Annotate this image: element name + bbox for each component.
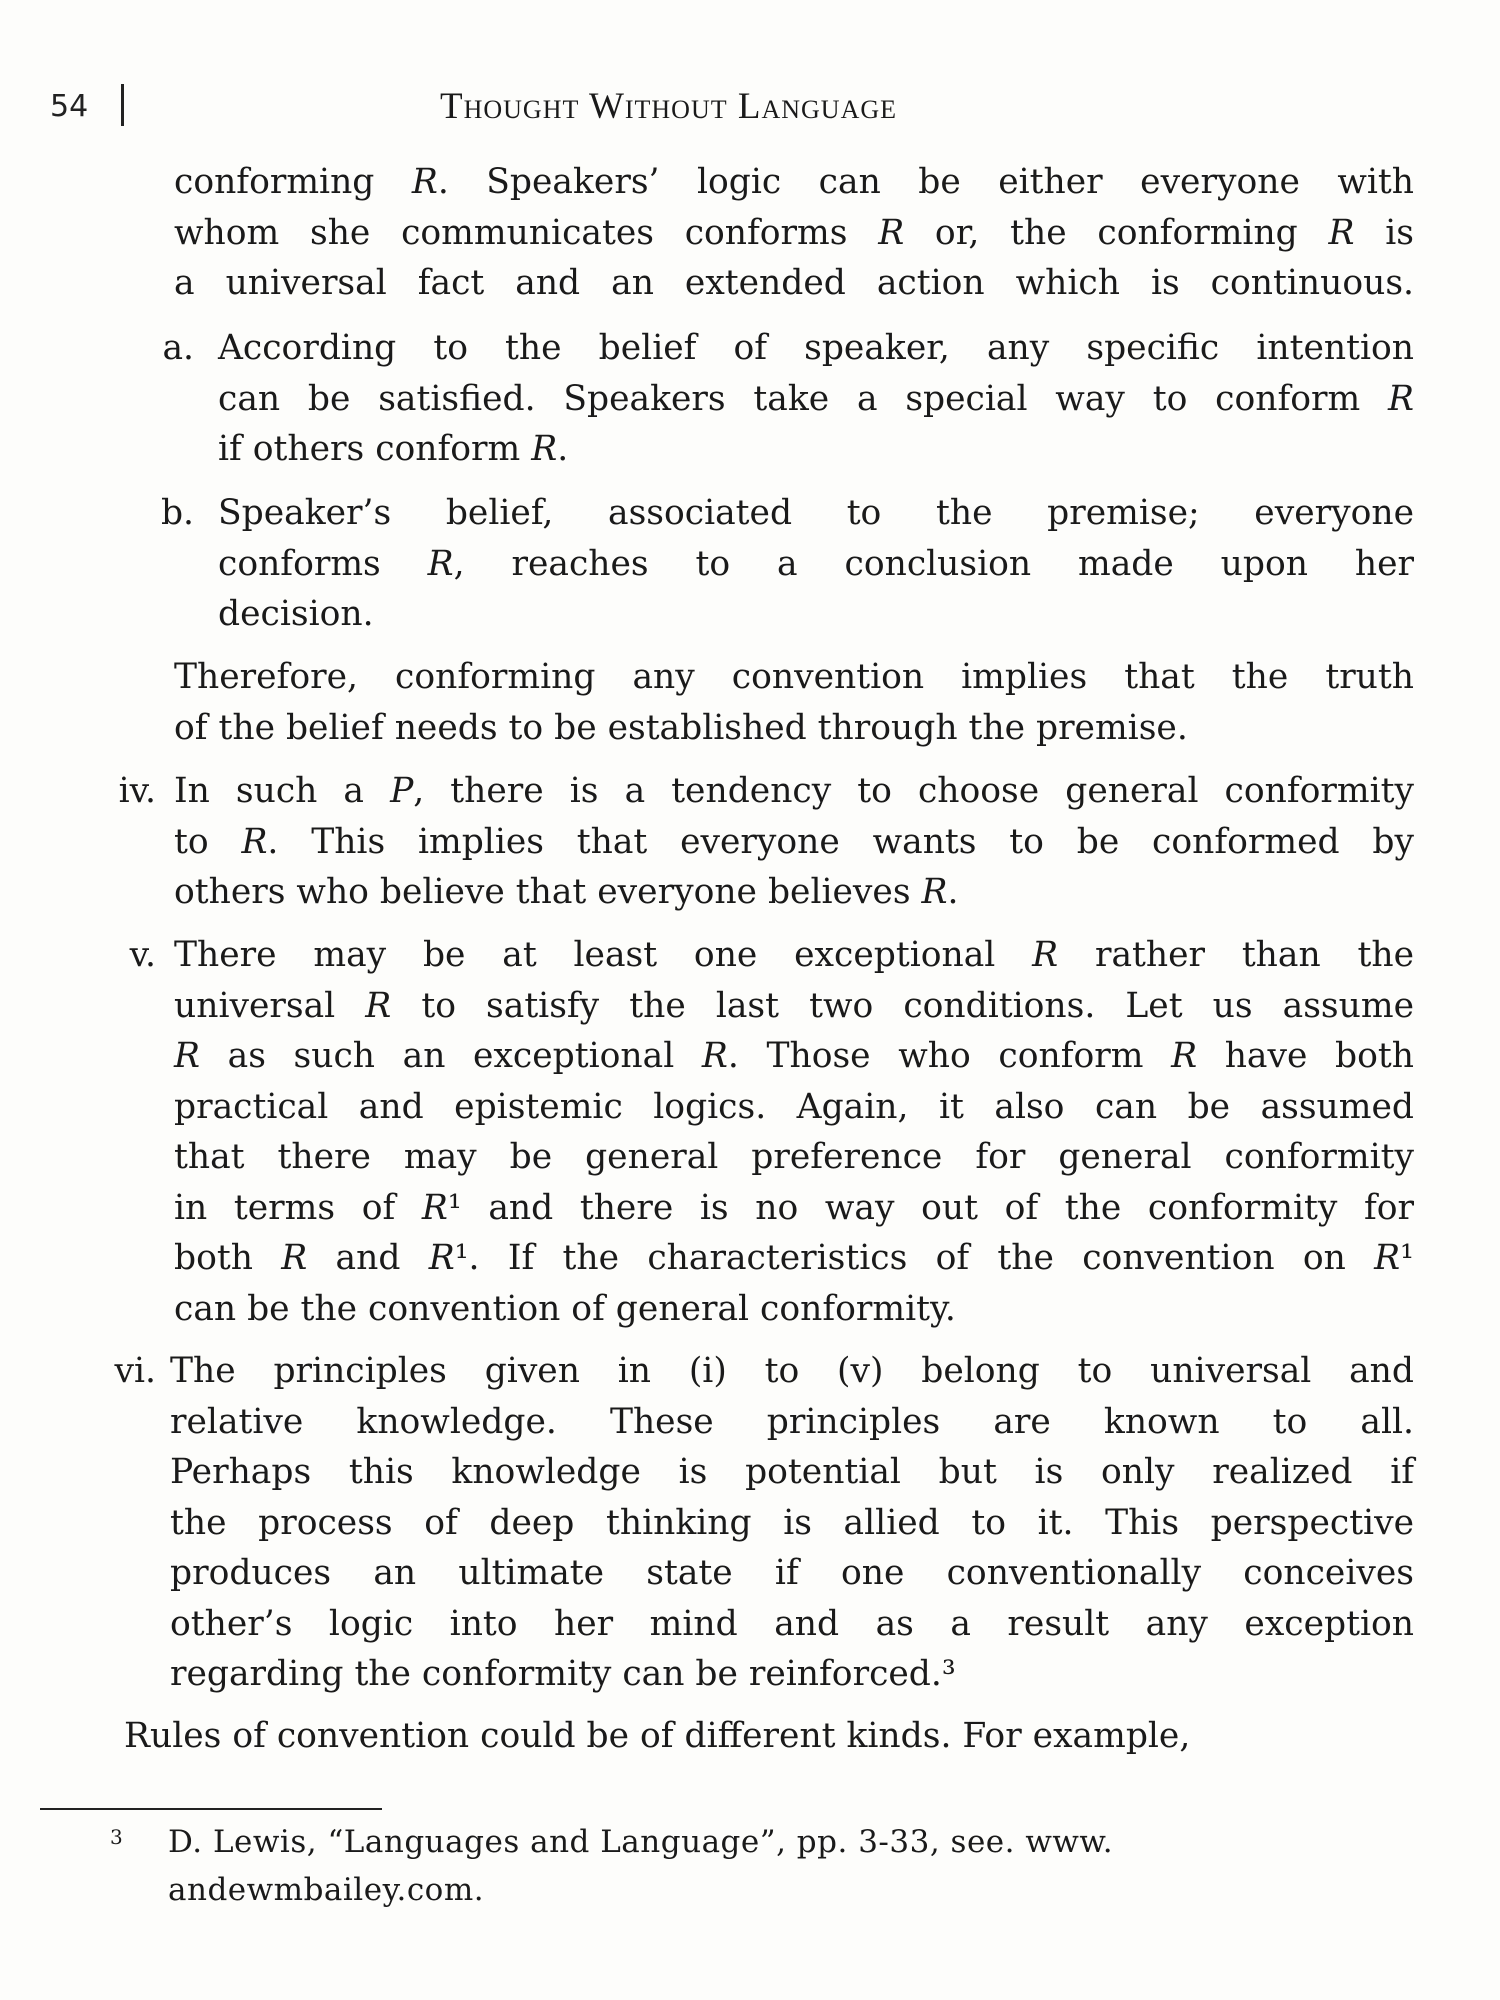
text-line: the process of deep thinking is allied to it. This perspective	[170, 1502, 1414, 1543]
list-marker-b: b.	[160, 493, 194, 533]
text-line: The principles given in (i) to (v) belong to universal and	[170, 1351, 1414, 1391]
footnote-number: 3	[110, 1825, 123, 1849]
text-line: Therefore, conforming any convention implies that the truth	[174, 657, 1414, 697]
text-line: to R. This implies that everyone wants to be conformed by	[174, 821, 1414, 862]
text-line: practical and epistemic logics. Again, it also can be assumed	[174, 1086, 1414, 1127]
footnote	[168, 1818, 1414, 1914]
footnote-line: D. Lewis, “Languages and Language”, pp. 3-33, see. www.	[168, 1824, 1114, 1860]
text-line: conforms R, reaches to a conclusion made upon her	[218, 543, 1414, 584]
text-line: produces an ultimate state if one conventionally conceives	[170, 1553, 1414, 1593]
text-line: regarding the conformity can be reinforced.³	[170, 1654, 956, 1694]
list-item-v	[174, 930, 1414, 1334]
text-line: in terms of R¹ and there is no way out of the conformity for	[174, 1187, 1414, 1228]
text-line: R as such an exceptional R. Those who conform R have both	[174, 1036, 1414, 1076]
page-number: 54	[50, 89, 89, 124]
text-line: In such a P, there is a tendency to choose general conformity	[174, 771, 1414, 811]
running-title: Thought Without Language	[440, 86, 898, 127]
header-divider	[121, 84, 124, 126]
text-line: if others conform R.	[218, 429, 569, 469]
list-marker-a: a.	[162, 328, 194, 368]
list-item-vi	[170, 1346, 1414, 1700]
text-line: Rules of convention could be of different kinds. For example,	[124, 1716, 1191, 1756]
text-line: that there may be general preference for general conformity	[174, 1137, 1414, 1177]
text-line: whom she communicates conforms R or, the conforming R is	[174, 212, 1414, 253]
text-line: relative knowledge. These principles are known to all.	[170, 1401, 1414, 1442]
text-line: a universal fact and an extended action which is continuous.	[174, 263, 1414, 303]
text-line: decision.	[218, 594, 374, 634]
list-marker-v: v.	[129, 935, 156, 975]
text-line: Speaker’s belief, associated to the premise; everyone	[218, 493, 1414, 533]
sub-item-b	[218, 488, 1414, 640]
text-line: universal R to satisfy the last two conditions. Let us assume	[174, 985, 1414, 1026]
therefore-paragraph	[174, 652, 1414, 753]
list-marker-iv: iv.	[118, 771, 156, 811]
text-line: There may be at least one exceptional R rather than the	[174, 935, 1415, 975]
text-line: conforming R. Speakers’ logic can be either everyone with	[174, 162, 1414, 202]
running-header	[0, 82, 1500, 132]
footnote-divider	[40, 1808, 382, 1810]
text-line: both R and R¹. If the characteristics of the convention on R¹	[174, 1238, 1414, 1278]
text-line: can be the convention of general conformity.	[174, 1288, 956, 1329]
list-item-iv	[174, 766, 1414, 918]
text-line: According to the belief of speaker, any specific intention	[218, 328, 1414, 368]
footnote-line: andewmbailey.com.	[168, 1872, 485, 1908]
text-line: other’s logic into her mind and as a result any exception	[170, 1603, 1414, 1644]
text-line: Perhaps this knowledge is potential but is only realized if	[170, 1452, 1414, 1492]
text-line: of the belief needs to be established through the premise.	[174, 707, 1188, 748]
sub-item-a	[218, 323, 1414, 475]
closing-paragraph	[124, 1711, 1414, 1762]
list-marker-vi: vi.	[114, 1351, 156, 1391]
text-line: can be satisfied. Speakers take a special way to conform R	[218, 378, 1414, 419]
intro-paragraph	[174, 157, 1414, 309]
text-line: others who believe that everyone believes R.	[174, 872, 959, 912]
